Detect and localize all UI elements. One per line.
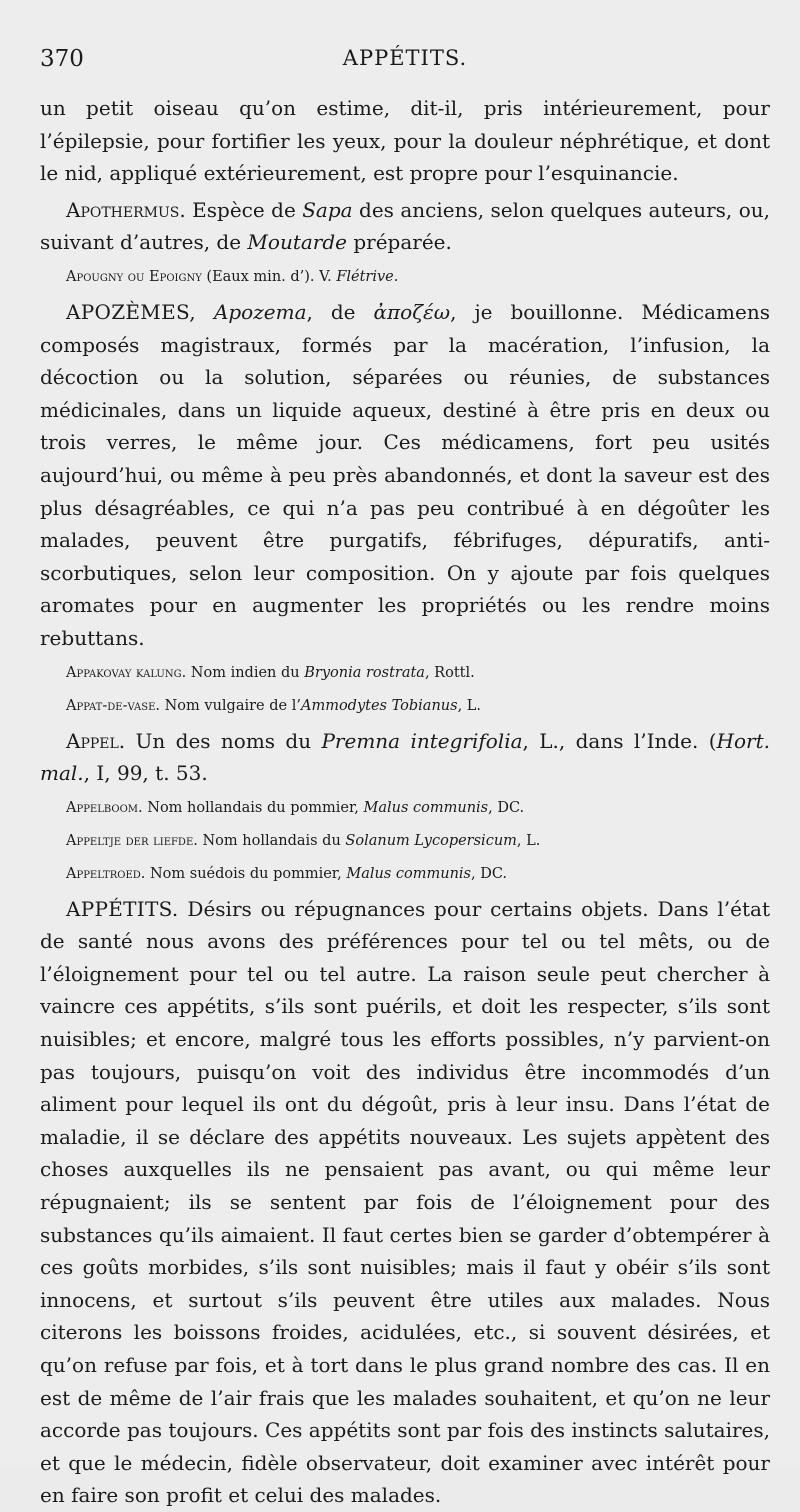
entry-text: Nom hollandais du (197, 832, 346, 849)
entry-text: , L. (516, 832, 541, 849)
entry-text: , I, 99, t. 53. (83, 761, 208, 786)
body-text (40, 92, 770, 1512)
entry-headword: APOZÈMES, (66, 299, 196, 324)
entry-headword: Appakovay kalung. (66, 664, 187, 681)
entry-text: préparée. (346, 230, 452, 255)
entry-text: Nom suédois du pommier, (145, 865, 347, 882)
italic-term: Premna integrifolia (321, 728, 523, 753)
entry-headword: Appat-de-vase. (66, 697, 160, 714)
running-head: APPÉTITS. (342, 46, 468, 70)
entry-text: , Rottl. (424, 664, 475, 681)
entry-headword: APPÉTITS. (66, 896, 179, 921)
entry-text: (Eaux min. d’). V. (201, 268, 337, 285)
dictionary-note (40, 692, 770, 721)
dictionary-entry (40, 893, 770, 1512)
entry-text: Nom vulgaire de l’ (160, 697, 301, 714)
dictionary-note (40, 860, 770, 889)
italic-term: Malus communis (346, 865, 471, 882)
dictionary-entry (40, 92, 770, 190)
entry-text: , DC. (488, 799, 525, 816)
entry-text (196, 300, 214, 324)
italic-term: Ammodytes Tobianus (300, 697, 458, 714)
dictionary-note (40, 263, 770, 292)
italic-term: ἀποζέω (373, 299, 451, 324)
entry-headword: Appel. (66, 728, 126, 753)
dictionary-entry (40, 296, 770, 655)
entry-headword: Apougny ou Epoigny (66, 268, 202, 285)
entry-text: Un des noms du (125, 728, 322, 753)
entry-text: Espèce de (185, 197, 303, 222)
dictionary-entry (40, 194, 770, 259)
dictionary-note (40, 794, 770, 823)
entry-text: Désirs ou répugnances pour certains objets. Dans l’état de santé nous avons des préférences pour tel ou tel mêts, ou de l’éloignement pour tel ou tel autre. La raison seule peut chercher à vaincre ces appétits, s’ils sont puérils, et doit les respecter, s’ils sont nuisibles; et encore, malgré tous les efforts possibles, n’y parvient-on pas toujours, puisqu’on voit des individus être incommodés d’un aliment pour lequel ils ont du dégoût, pris à leur insu. Dans l’état de maladie, il se déclare des appétits nouveaux. Les sujets appètent des choses auxquelles ils ne pensaient pas avant, ou qui même leur répugnaient; ils se sentent par fois de l’éloignement pour des substances qu’ils aimaient. Il faut certes bien se garder d’obtempérer à ces goûts morbides, s’ils sont nuisibles; mais il faut y obéir s’ils sont innocens, et surtout s’ils peuvent être utiles aux malades. Nous citerons les boissons froides, acidulées, etc., si souvent désirées, et qu’on refuse par fois, et à tort dans le plus grand nombre des cas. Il en est de même de l’air frais que les malades souhaitent, et qu’on ne leur accorde pas toujours. Ces appétits sont par fois des instincts salutaires, et que le médecin, fidèle observateur, doit examiner avec intérêt pour en faire son profit et celui des malades. (40, 896, 770, 1508)
entry-text: , DC. (470, 865, 508, 882)
entry-headword: Appelboom. (66, 799, 143, 816)
italic-term: Bryonia rostrata (304, 664, 425, 681)
entry-text: Nom hollandais du pommier, (142, 799, 364, 816)
page-header (40, 40, 770, 92)
entry-text: , je bouillonne. Médicamens composés magistraux, formés par la macération, l’infusion, la décoction ou la solution, séparées ou réunies, de substances médicinales, dans un liquide aqueux, destiné à être pris en deux ou trois verres, le même jour. Ces médicamens, fort peu usités aujourd’hui, ou même à peu près abandonnés, et dont la saveur est des plus désagréables, ce qui n’a pas peu contribué à en dégoûter les malades, peuvent être purgatifs, fébrifuges, dépuratifs, anti-scorbutiques, selon leur composition. On y ajoute par fois quelques aromates pour en augmenter les propriétés ou les rendre moins rebuttans. (40, 299, 770, 650)
entry-text: , L., dans l’Inde. ( (522, 728, 717, 753)
entry-headword: Apothermus. (66, 197, 186, 222)
italic-term: Hort. mal. (40, 728, 770, 786)
dictionary-note (40, 827, 770, 856)
italic-term: Flétrive. (336, 268, 399, 285)
entry-text: , L. (457, 697, 482, 714)
entry-headword: Appeltje der liefde. (66, 832, 198, 849)
entry-text: un petit oiseau qu’on estime, dit-il, pris intérieurement, pour l’épilepsie, pour fortifier les yeux, pour la douleur néphrétique, et dont le nid, appliqué extérieurement, est propre pour l’esquinancie. (40, 96, 770, 186)
italic-term: Solanum Lycopersicum (345, 832, 517, 849)
italic-term: Moutarde (247, 230, 347, 255)
entry-text: Nom indien du (186, 664, 305, 681)
italic-term: Sapa (302, 197, 353, 222)
dictionary-entry (40, 725, 770, 790)
entry-headword: Appeltroed. (66, 865, 146, 882)
page-number: 370 (40, 46, 84, 72)
entry-text: , de (306, 299, 374, 324)
italic-term: Apozema (213, 299, 307, 324)
italic-term: Malus communis (363, 799, 489, 816)
entry-text: des anciens, selon quelques auteurs, ou, suivant d’autres, de (40, 197, 770, 255)
dictionary-note (40, 659, 770, 688)
